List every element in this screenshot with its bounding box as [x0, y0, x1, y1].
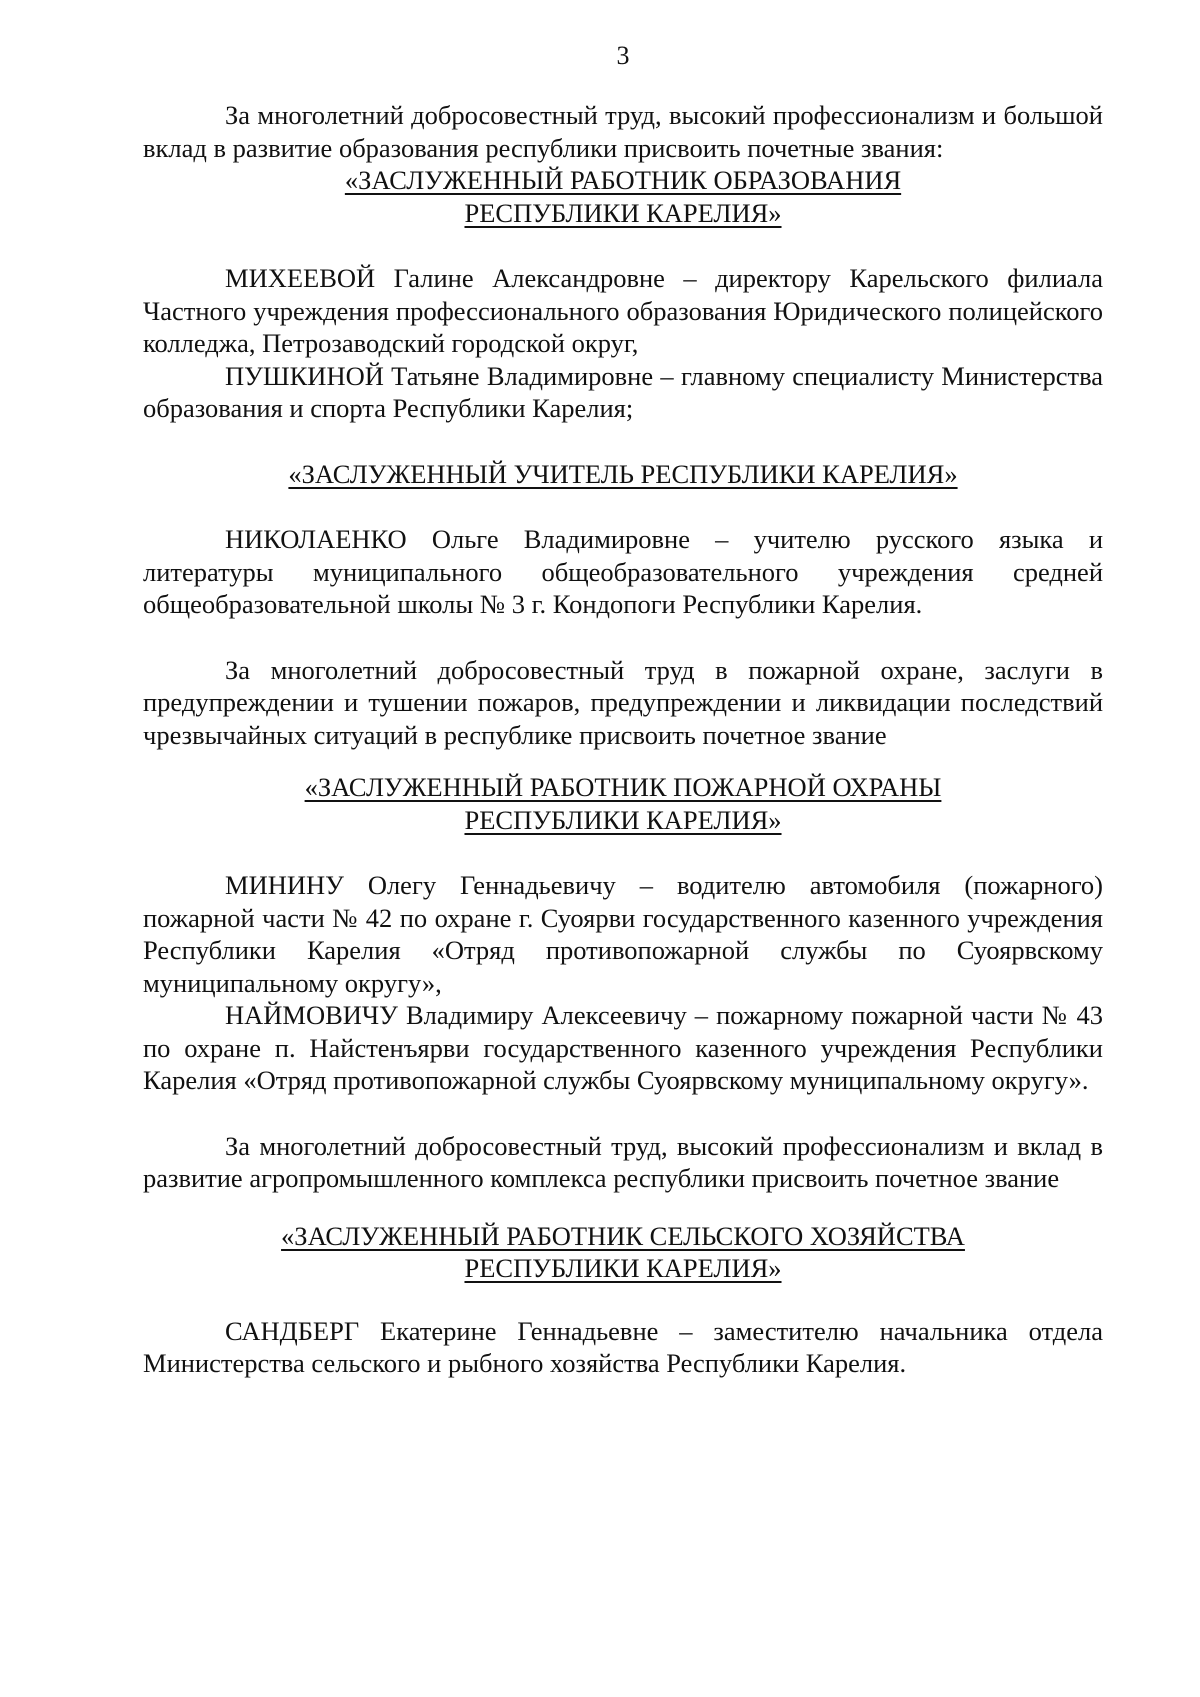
intro-paragraph-education: За многолетний добросовестный труд, высокий профессионализм и большой вклад в развитие образования республики присвоить почетные звания:	[143, 100, 1103, 163]
intro-paragraph-agriculture: За многолетний добросовестный труд, высокий профессионализм и вклад в развитие агропромышленного комплекса республики присвоить почетное звание	[143, 1130, 1103, 1193]
recipient-paragraph: МИНИНУ Олегу Геннадьевичу – водителю автомобиля (пожарного) пожарной части № 42 по охране г. Суоярви государственного казенного учреждения Республики Карелия «Отряд противопожарной службы по Суоярвскому муниципальному округу»,	[143, 870, 1103, 998]
award-title-teacher	[143, 458, 1103, 491]
award-title-line: РЕСПУБЛИКИ КАРЕЛИЯ»	[464, 1253, 782, 1283]
recipient-paragraph: НАЙМОВИЧУ Владимиру Алексеевичу – пожарному пожарной части № 43 по охране п. Найстенъярви государственного казенного учреждения Республики Карелия «Отряд противопожарной службы Суоярвскому муниципальному округу».	[143, 1000, 1103, 1095]
award-title-fire-service	[143, 771, 1103, 836]
award-title-education	[143, 164, 1103, 229]
intro-paragraph-fire-service: За многолетний добросовестный труд в пожарной охране, заслуги в предупреждении и тушении пожаров, предупреждении и ликвидации последствий чрезвычайных ситуаций в республике присвоить почетное звание	[143, 654, 1103, 750]
document-page	[143, 40, 1103, 1380]
award-title-line: «ЗАСЛУЖЕННЫЙ РАБОТНИК СЕЛЬСКОГО ХОЗЯЙСТВА	[281, 1220, 965, 1251]
award-title-agriculture	[143, 1220, 1103, 1285]
recipient-paragraph: САНДБЕРГ Екатерине Геннадьевне – заместителю начальника отдела Министерства сельского и рыбного хозяйства Республики Карелия.	[143, 1315, 1103, 1378]
recipient-paragraph: МИХЕЕВОЙ Галине Александровне – директору Карельского филиала Частного учреждения профессионального образования Юридического полицейского колледжа, Петрозаводский городской округ,	[143, 263, 1103, 358]
recipient-paragraph: ПУШКИНОЙ Татьяне Владимировне – главному специалисту Министерства образования и спорта Республики Карелия;	[143, 360, 1103, 423]
award-title-line: «ЗАСЛУЖЕННЫЙ УЧИТЕЛЬ РЕСПУБЛИКИ КАРЕЛИЯ»	[288, 458, 958, 489]
page-number: 3	[616, 41, 630, 70]
award-title-line: «ЗАСЛУЖЕННЫЙ РАБОТНИК ПОЖАРНОЙ ОХРАНЫ	[304, 772, 942, 802]
award-title-line: РЕСПУБЛИКИ КАРЕЛИЯ»	[464, 804, 782, 835]
award-title-line: «ЗАСЛУЖЕННЫЙ РАБОТНИК ОБРАЗОВАНИЯ	[344, 165, 902, 195]
award-title-line: РЕСПУБЛИКИ КАРЕЛИЯ»	[464, 197, 782, 228]
recipient-paragraph: НИКОЛАЕНКО Ольге Владимировне – учителю русского языка и литературы муниципального общеобразовательного учреждения средней общеобразовательной школы № 3 г. Кондопоги Республики Карелия.	[143, 524, 1103, 619]
